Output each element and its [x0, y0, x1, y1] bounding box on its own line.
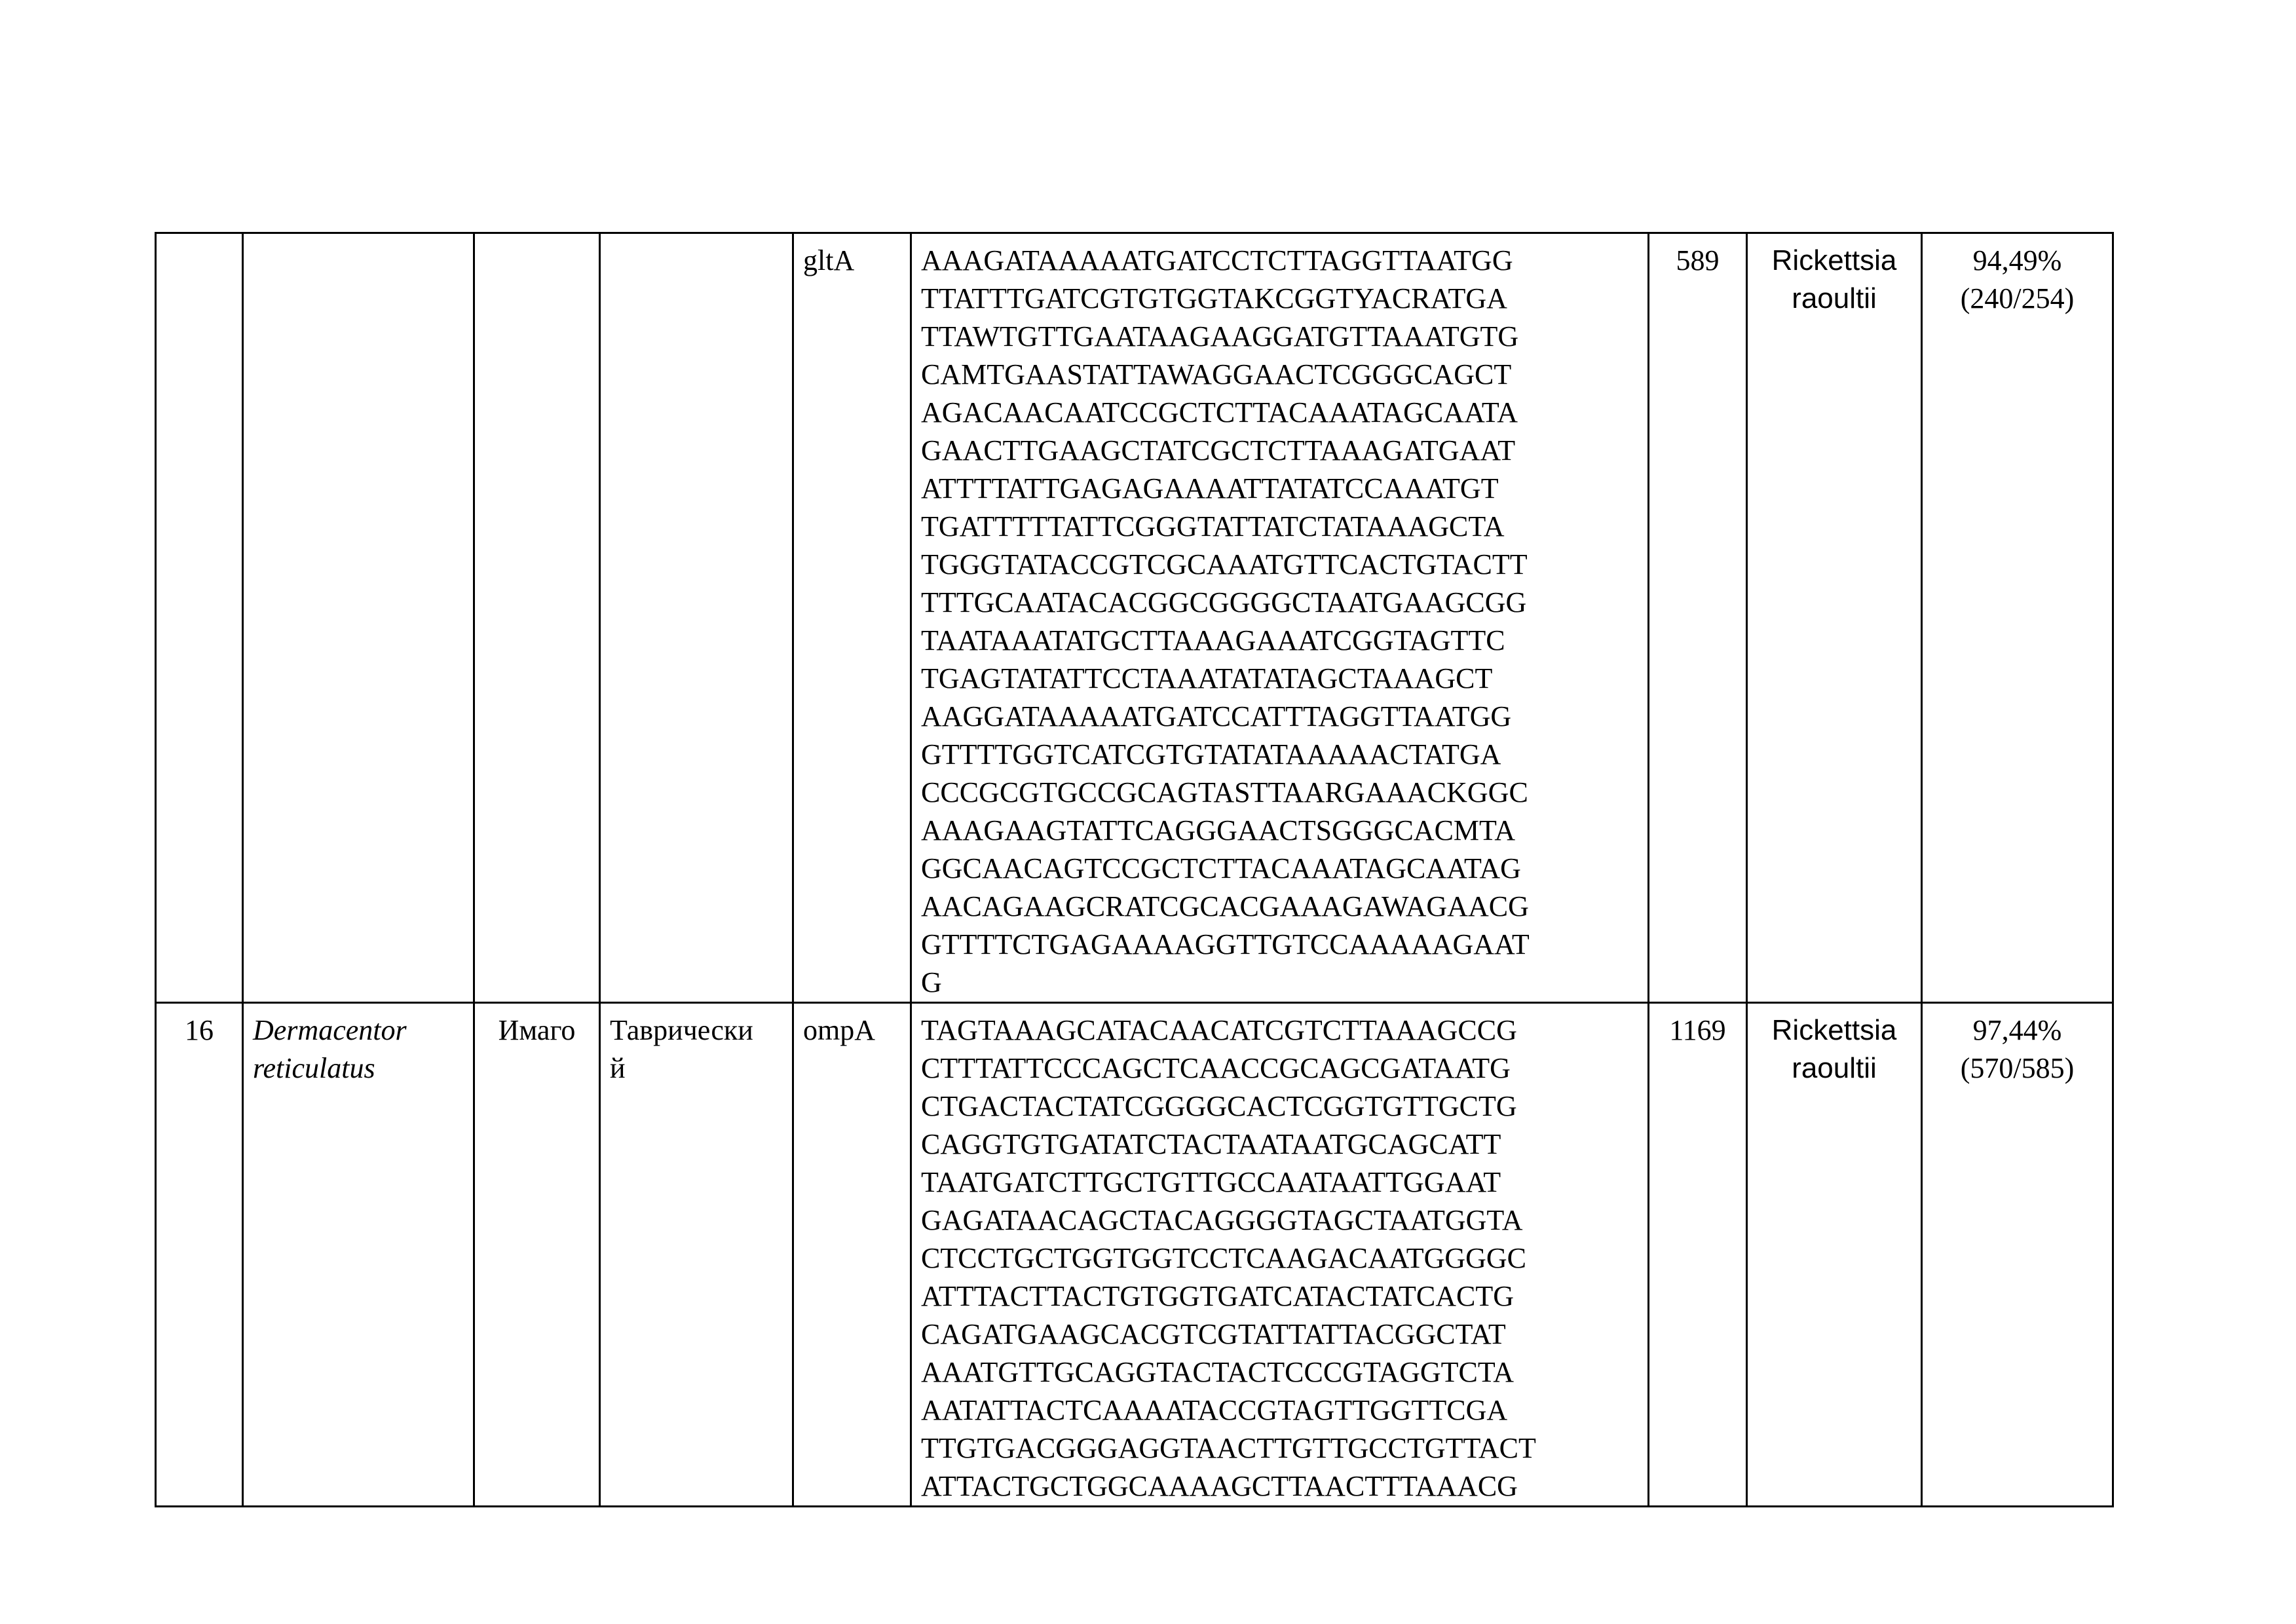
sequence-line: GAACTTGAAGCTATCGCTCTTAAAGATGAAT [921, 434, 1516, 466]
gene-cell [793, 233, 911, 1003]
sequence-line: ATTACTGCTGGCAAAAGCTTAACTTTAAACG [921, 1470, 1518, 1502]
species-name-part: reticulatus [253, 1052, 375, 1084]
life-stage: Имаго [498, 1014, 576, 1046]
table-row [156, 233, 2113, 1003]
sequence-length: 1169 [1669, 1014, 1726, 1046]
sequence-table [155, 232, 2114, 1507]
sequence-line: ATTTACTTACTGTGGTGATCATACTATCACTG [921, 1280, 1514, 1312]
locality-part: й [610, 1052, 626, 1084]
gene-name: ompA [803, 1014, 875, 1046]
locality-cell [600, 233, 793, 1003]
sequence-line: AAATGTTGCAGGTACTACTCCCGTAGGTCTA [921, 1356, 1514, 1388]
sequence-line: TAATGATCTTGCTGTTGCCAATAATTGGAAT [921, 1166, 1501, 1198]
sequence-line: TGATTTTTATTCGGGTATTATCTATAAAGCTA [921, 510, 1505, 542]
sequence-line: G [921, 966, 942, 998]
gene-name: gltA [803, 244, 855, 276]
sequence-length: 589 [1676, 244, 1720, 276]
species-cell [243, 1003, 474, 1507]
sequence-line: CTCCTGCTGGTGGTCCTCAAGACAATGGGGC [921, 1242, 1527, 1274]
sequence-line: TGGGTATACCGTCGCAAATGTTCACTGTACTT [921, 548, 1528, 580]
table-row [156, 1003, 2113, 1507]
sequence-line: TAGTAAAGCATACAACATCGTCTTAAAGCCG [921, 1014, 1517, 1046]
sequence-line: TTGTGACGGGAGGTAACTTGTTGCCTGTTACT [921, 1432, 1536, 1464]
identity-cell [1922, 1003, 2113, 1507]
length-cell [1649, 1003, 1747, 1507]
locality-cell [600, 1003, 793, 1507]
table-body [156, 233, 2113, 1507]
sequence-cell [911, 1003, 1649, 1507]
sequence-line: CAGGTGTGATATCTACTAATAATGCAGCATT [921, 1128, 1501, 1160]
gene-cell [793, 1003, 911, 1507]
sequence-line: CCCGCGTGCCGCAGTASTTAARGAAACKGGC [921, 776, 1528, 808]
sequence-cell [911, 233, 1649, 1003]
sequence-line: CTTTATTCCCAGCTCAACCGCAGCGATAATG [921, 1052, 1511, 1084]
organism-name-part: Rickettsia [1771, 244, 1897, 276]
sequence-line: CTGACTACTATCGGGGCACTCGGTGTTGCTG [921, 1090, 1517, 1122]
sequence-line: AAGGATAAAAATGATCCATTTAGGTTAATGG [921, 700, 1512, 732]
organism-name-part: Rickettsia [1771, 1014, 1897, 1046]
identity-value: (240/254) [1960, 282, 2075, 314]
sequence-line: TTTGCAATACACGGCGGGGCTAATGAAGCGG [921, 586, 1527, 618]
identity-value: 97,44% [1972, 1014, 2062, 1046]
sequence-line: CAMTGAASTATTAWAGGAACTCGGGCAGCT [921, 358, 1512, 390]
sequence-line: GAGATAACAGCTACAGGGGTAGCTAATGGTA [921, 1204, 1523, 1236]
organism-cell [1747, 233, 1922, 1003]
species-name-part: Dermacentor [253, 1014, 407, 1046]
sequence-line: AATATTACTCAAAATACCGTAGTTGGTTCGA [921, 1394, 1508, 1426]
sequence-line: GGCAACAGTCCGCTCTTACAAATAGCAATAG [921, 852, 1521, 884]
stage-cell [474, 233, 600, 1003]
length-cell [1649, 233, 1747, 1003]
row-number: 16 [185, 1014, 214, 1046]
sequence-line: ATTTTATTGAGAGAAAATTATATCCAAATGT [921, 472, 1499, 504]
row-number-cell [156, 1003, 243, 1507]
sequence-line: GTTTTCTGAGAAAAGGTTGTCCAAAAAGAAT [921, 928, 1530, 960]
sequence-line: AGACAACAATCCGCTCTTACAAATAGCAATA [921, 396, 1518, 428]
organism-name-part: raoultii [1792, 282, 1877, 314]
identity-value: (570/585) [1960, 1052, 2075, 1084]
sequence-line: TTATTTGATCGTGTGGTAKCGGTYACRATGA [921, 282, 1507, 314]
sequence-line: AAAGATAAAAATGATCCTCTTAGGTTAATGG [921, 244, 1513, 276]
sequence-line: AACAGAAGCRATCGCACGAAAGAWAGAACG [921, 890, 1529, 922]
sequence-line: TTAWTGTTGAATAAGAAGGATGTTAAATGTG [921, 320, 1519, 352]
organism-cell [1747, 1003, 1922, 1507]
sequence-line: TGAGTATATTCCTAAATATATAGCTAAAGCT [921, 662, 1493, 694]
locality-part: Таврически [610, 1014, 753, 1046]
row-number-cell [156, 233, 243, 1003]
stage-cell [474, 1003, 600, 1507]
sequence-line: CAGATGAAGCACGTCGTATTATTACGGCTAT [921, 1318, 1506, 1350]
identity-cell [1922, 233, 2113, 1003]
identity-value: 94,49% [1972, 244, 2062, 276]
organism-name-part: raoultii [1792, 1052, 1877, 1084]
sequence-line: GTTTTGGTCATCGTGTATATAAAAACTATGA [921, 738, 1501, 770]
species-cell [243, 233, 474, 1003]
sequence-line: TAATAAATATGCTTAAAGAAATCGGTAGTTC [921, 624, 1505, 656]
sequence-line: AAAGAAGTATTCAGGGAACTSGGGCACMTA [921, 814, 1516, 846]
